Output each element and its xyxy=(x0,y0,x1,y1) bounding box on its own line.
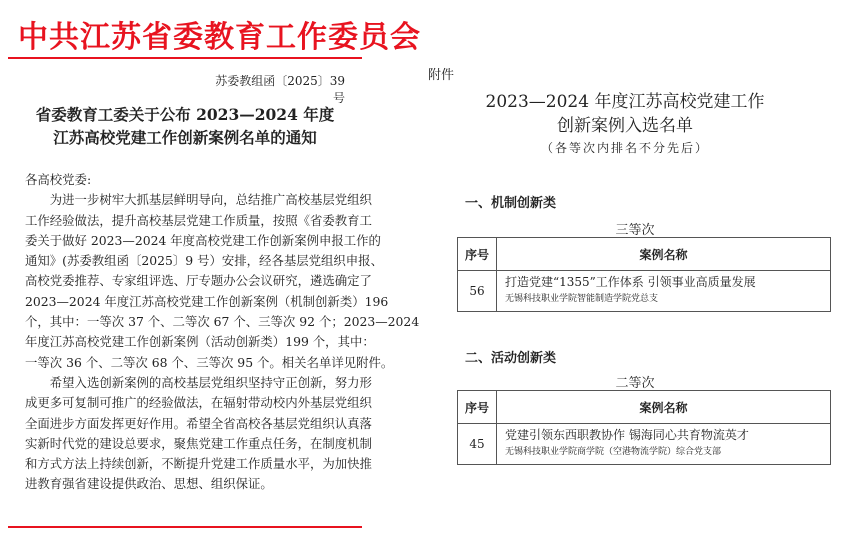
case-name: 党建引领东西职教协作 锡海同心共育物流英才 xyxy=(505,428,749,442)
row-no: 56 xyxy=(458,271,497,312)
table-row xyxy=(458,271,831,312)
attachment-label: 附件 xyxy=(428,68,455,83)
list-title-line-1: 2023—2024 年度江苏高校党建工作 xyxy=(485,92,765,112)
notice-title-line-1: 省委教育工委关于公布 2023—2024 年度 xyxy=(35,105,335,124)
case-unit: 无锡科技职业学院商学院（空港物流学院）综合党支部 xyxy=(505,447,722,457)
col-name: 案例名称 xyxy=(497,238,831,271)
letterhead-divider xyxy=(8,57,362,59)
body-line: 个，其中：一等次 37 个、二等次 67 个、三等次 92 个；2023—2024 xyxy=(25,314,420,330)
case-table xyxy=(457,237,831,312)
body-line: 希望入选创新案例的高校基层党组织坚持守正创新，努力形 xyxy=(25,374,372,390)
body-line: 全面进步方面发挥更好作用。希望全省高校各基层党组织认真落 xyxy=(25,415,372,431)
level-heading: 三等次 xyxy=(615,223,655,238)
col-no: 序号 xyxy=(458,391,497,424)
body-line: 一等次 36 个、二等次 68 个、三等次 95 个。相关名单详见附件。 xyxy=(25,354,394,370)
body-line: 委关于做好 2023—2024 年度高校党建工作创新案例申报工作的 xyxy=(25,232,381,248)
body-line: 为进一步树牢大抓基层鲜明导向，总结推广高校基层党组织 xyxy=(25,192,372,208)
body-line: 进教育强省建设提供政治、思想、组织保证。 xyxy=(25,476,273,492)
list-subtitle: （各等次内排名不分先后） xyxy=(540,141,709,155)
document-number: 苏委教组函〔2025〕39 号 xyxy=(215,74,345,105)
issuer-letterhead: 中共江苏省委教育工作委员会 xyxy=(18,20,421,55)
body-line: 通知》(苏委教组函〔2025〕9 号）安排，经各基层党组织申报、 xyxy=(25,253,383,269)
table-row xyxy=(458,424,831,465)
body-line: 成更多可复制可推广的经验做法，在辐射带动校内外基层党组织 xyxy=(25,395,372,411)
body-line: 实新时代党的建设总要求，聚焦党建工作重点任务，在制度机制 xyxy=(25,435,372,451)
row-no: 45 xyxy=(458,424,497,465)
list-title-line-2: 创新案例入选名单 xyxy=(557,116,693,136)
body-line: 高校党委推荐、专家组评选、厅专题办公会议研究，遴选确定了 xyxy=(25,273,372,289)
footer-divider xyxy=(8,526,362,528)
notice-body xyxy=(25,170,419,495)
section-heading: 二、活动创新类 xyxy=(465,351,557,366)
section-heading: 一、机制创新类 xyxy=(465,196,557,211)
body-line: 各高校党委: xyxy=(25,172,92,187)
body-line: 2023—2024 年度江苏高校党建工作创新案例（机制创新类）196 xyxy=(25,293,389,309)
notice-title-line-2: 江苏高校党建工作创新案例名单的通知 xyxy=(53,128,317,147)
case-name: 打造党建“1355”工作体系 引领事业高质量发展 xyxy=(505,275,756,289)
case-table xyxy=(457,390,831,465)
col-name: 案例名称 xyxy=(497,391,831,424)
col-no: 序号 xyxy=(458,238,497,271)
body-line: 工作经验做法，提升高校基层党建工作质量，按照《省委教育工 xyxy=(25,212,372,228)
case-unit: 无锡科技职业学院智能制造学院党总支 xyxy=(505,294,659,304)
body-line: 和方式方法上持续创新，不断提升党建工作质量水平，为加快推 xyxy=(25,456,372,472)
body-line: 年度江苏高校党建工作创新案例（活动创新类）199 个，其中： xyxy=(25,334,375,350)
level-heading: 二等次 xyxy=(615,376,655,391)
